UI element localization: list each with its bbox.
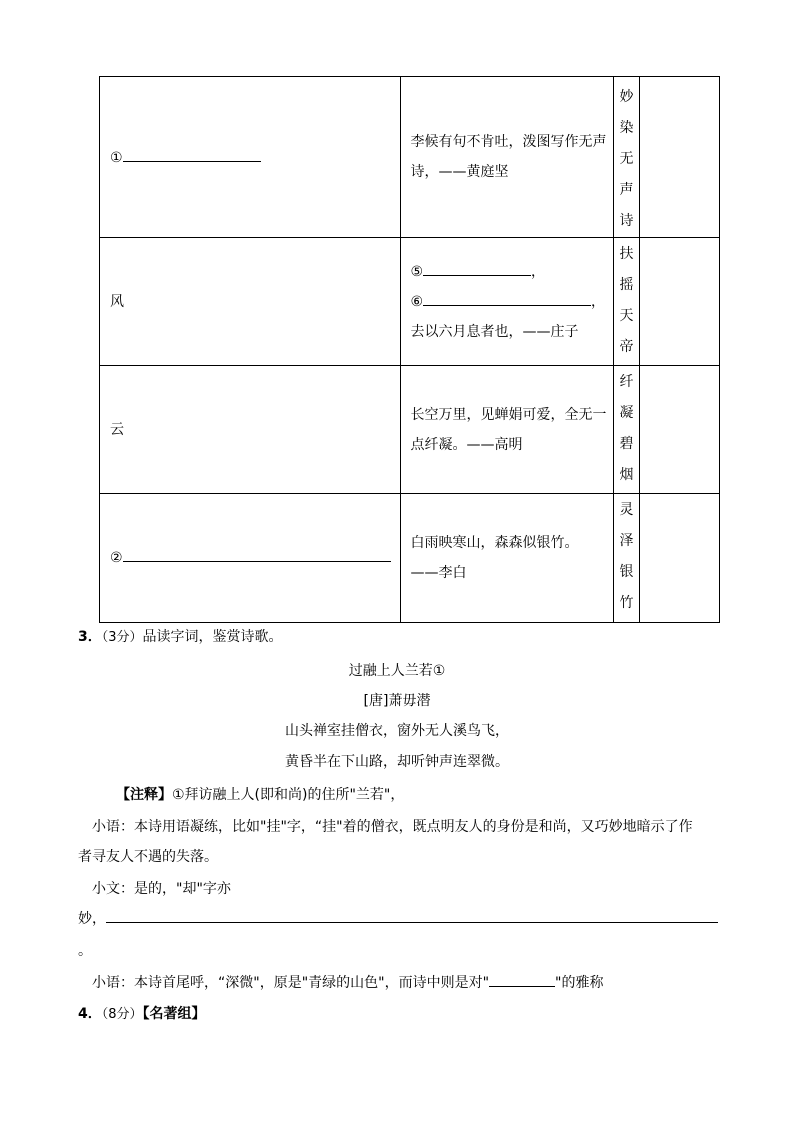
punct: ，	[531, 263, 546, 280]
row1-vertical-cell	[614, 77, 639, 238]
vertical-char: 妙	[619, 89, 634, 105]
q4-header	[78, 1003, 206, 1023]
vertical-char: 银	[619, 564, 634, 580]
punct: ，	[591, 293, 606, 310]
answer-blank-1[interactable]	[123, 147, 261, 162]
quote-line	[410, 287, 613, 317]
row4-quote-cell	[401, 494, 614, 623]
q3-number: 3．	[78, 629, 102, 645]
row1-quote-cell	[401, 77, 614, 238]
xiaoyu2-prefix: 小语：本诗首尾呼，“深微"，原是"青绿的山色"，而诗中则是对"	[92, 975, 490, 991]
vertical-char: 灵	[619, 502, 634, 518]
quote-line: ——李白	[410, 565, 467, 581]
row3-label: 云	[110, 421, 124, 438]
vertical-char: 扶	[619, 246, 634, 262]
vertical-char: 无	[619, 151, 634, 167]
vertical-char: 泽	[619, 533, 634, 549]
poem-line-1: 山头禅室挂僧衣，窗外无人溪鸟飞，	[285, 723, 509, 739]
vertical-char: 天	[619, 308, 634, 324]
answer-blank-xiaoyu[interactable]	[489, 972, 555, 987]
poem-line-2: 黄昏半在下山路，却听钟声连翠微。	[285, 754, 509, 770]
row2-label: 风	[110, 293, 124, 310]
xiaowen-end: 。	[78, 943, 92, 959]
xiaoyu-line-3	[92, 972, 603, 992]
answer-blank-xiaowen[interactable]	[106, 908, 718, 923]
row1-empty-cell	[639, 77, 719, 238]
vertical-char: 竹	[619, 595, 634, 611]
q4-score: （8分）	[101, 1007, 143, 1022]
poem-note	[116, 784, 404, 804]
row3-vertical-cell	[614, 366, 639, 494]
row2-vertical-cell	[614, 238, 639, 366]
row4-vertical-cell	[614, 494, 639, 623]
q3-header	[78, 626, 283, 646]
note-tag: 【注释】	[116, 787, 172, 803]
vertical-char: 纤	[619, 374, 634, 390]
circled-number: ①	[110, 150, 123, 166]
table-row	[100, 494, 720, 623]
xiaowen-line-1: 小文：是的，"却"字亦	[92, 881, 231, 897]
quote-line: 去以六月息者也，——庄子	[410, 323, 579, 340]
quote-line: 诗，——黄庭坚	[410, 164, 509, 180]
q3-prompt: 品读字词，鉴赏诗歌。	[142, 629, 283, 645]
row4-label-cell	[100, 494, 401, 623]
vertical-char: 帝	[619, 339, 634, 355]
answer-blank-5[interactable]	[423, 261, 531, 276]
quote-line: 白雨映寒山，森森似银竹。	[410, 535, 579, 551]
vertical-char: 摇	[619, 277, 634, 293]
answer-blank-6[interactable]	[423, 291, 591, 306]
circled-number: ⑥	[410, 293, 424, 310]
row3-label-cell	[100, 366, 401, 494]
row4-empty-cell	[639, 494, 719, 623]
circled-number: ②	[110, 550, 123, 566]
table-row	[100, 366, 720, 494]
row3-empty-cell	[639, 366, 719, 494]
row1-label-cell	[100, 77, 401, 238]
quote-line: 长空万里，见蝉娟可爱，全无一	[410, 406, 607, 423]
answer-blank-2[interactable]	[123, 547, 391, 562]
q4-tag: 【名著组】	[142, 1006, 206, 1022]
quote-line	[410, 257, 613, 287]
row2-quote-cell	[401, 238, 614, 366]
xiaowen-prefix: 妙，	[78, 911, 106, 927]
circled-number: ⑤	[410, 263, 424, 280]
xiaoyu-line-1: 小语：本诗用语凝练，比如"挂"字，“挂"着的僧衣，既点明友人的身份是和尚，又巧妙地暗示了作	[92, 819, 693, 835]
row2-label-cell	[100, 238, 401, 366]
poem-author: [唐]萧毋潜	[363, 693, 431, 709]
note-text: ①拜访融上人(即和尚)的住所"兰若"，	[172, 787, 405, 803]
poem-title: 过融上人兰若①	[348, 663, 446, 679]
row3-quote-cell	[401, 366, 614, 494]
vertical-char: 凝	[619, 405, 634, 421]
xiaoyu2-suffix: "的雅称	[555, 975, 604, 991]
quote-line: 点纤凝。——高明	[410, 436, 523, 453]
q3-score: （3分）	[101, 630, 143, 645]
vertical-char: 声	[619, 182, 634, 198]
q4-number: 4．	[78, 1006, 102, 1022]
quote-line: 李候有句不肯吐，泼图写作无声	[410, 134, 607, 150]
vertical-char: 烟	[619, 467, 634, 483]
vertical-char: 诗	[619, 213, 634, 229]
vertical-char: 碧	[619, 436, 634, 452]
row2-empty-cell	[639, 238, 719, 366]
xiaoyu-line-2: 者寻友人不遇的失落。	[78, 849, 218, 865]
vertical-char: 染	[619, 120, 634, 136]
xiaowen-line-2	[78, 908, 718, 928]
table-row	[100, 238, 720, 366]
table-row	[100, 77, 720, 238]
poem-table	[99, 76, 720, 623]
